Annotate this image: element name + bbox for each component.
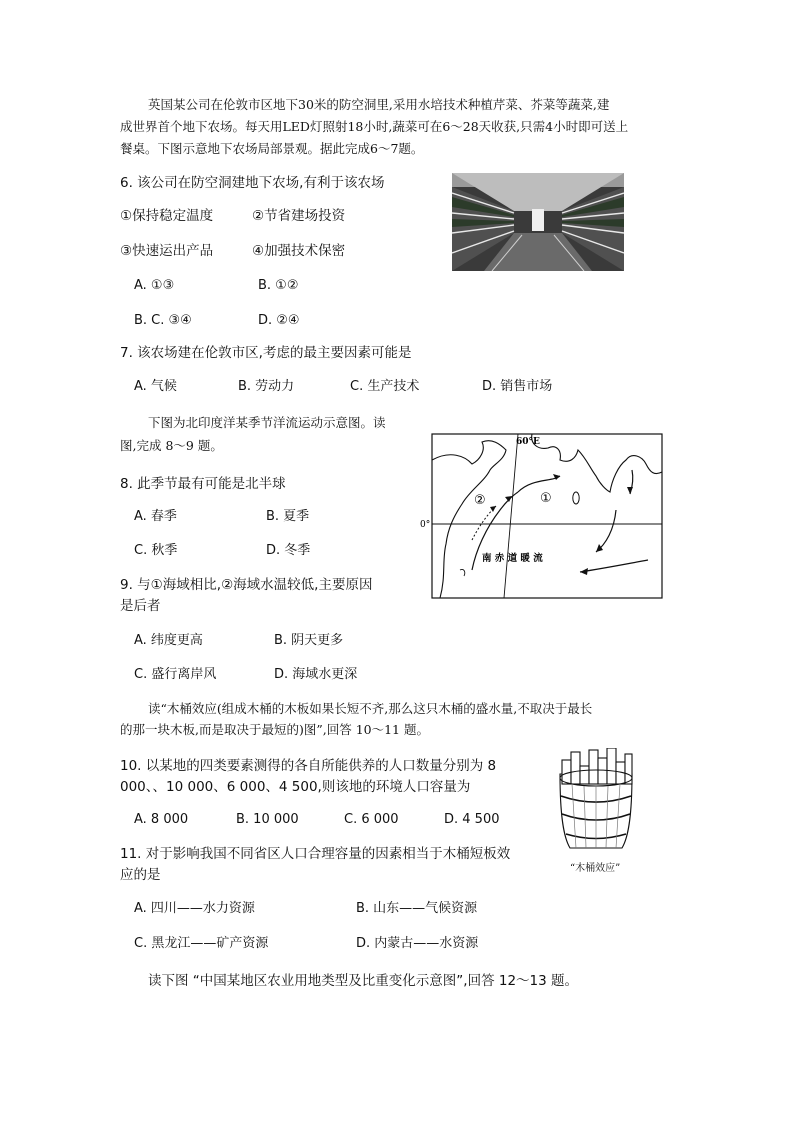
q11-option-c: C. 黑龙江——矿产资源 [134, 936, 269, 951]
q6-item2: ②节省建场投资 [252, 208, 346, 224]
q7-option-c: C. 生产技术 [350, 379, 420, 394]
equator-label: 0° [420, 520, 431, 530]
sea-area-2-label: ② [474, 493, 486, 508]
q10-option-c: C. 6 000 [344, 812, 399, 827]
q7-option-b: B. 劳动力 [238, 379, 295, 394]
intro4-line1: 读下图 “中国某地区农业用地类型及比重变化示意图”,回答 12～13 题。 [148, 973, 579, 989]
q9-option-d: D. 海域水更深 [274, 667, 358, 682]
q7-option-d: D. 销售市场 [482, 379, 553, 394]
intro1-line1: 英国某公司在伦敦市区地下30米的防空洞里,采用水培技术种植芹菜、芥菜等蔬菜,建 [148, 97, 610, 112]
q6-option-d: D. ②④ [258, 313, 300, 328]
q8-option-c: C. 秋季 [134, 543, 178, 558]
q9-option-a: A. 纬度更高 [134, 633, 203, 648]
q10-option-b: B. 10 000 [236, 812, 299, 827]
intro3-line2: 的那一块木板,而是取决于最短的)图”,回答 10～11 题。 [120, 722, 429, 737]
q8-option-b: B. 夏季 [266, 509, 310, 524]
sea-area-1-label: ① [540, 491, 552, 506]
q11-stem-line1: 11. 对于影响我国不同省区人口合理容量的因素相当于木桶短板效 [120, 846, 511, 862]
intro2-line2: 图,完成 8～9 题。 [120, 438, 223, 453]
intro3-line1: 读“木桶效应(组成木桶的木板如果长短不齐,那么这只木桶的盛水量,不取决于最长 [148, 701, 593, 716]
q6-option-c: B. C. ③④ [134, 313, 192, 328]
q11-stem-line2: 应的是 [120, 867, 161, 883]
wooden-bucket-illustration [548, 748, 644, 860]
q10-stem-line1: 10. 以某地的四类要素测得的各自所能供养的人口数量分别为 8 [120, 758, 497, 774]
q6-option-b: B. ①② [258, 278, 299, 293]
q6-item4: ④加强技术保密 [252, 243, 346, 259]
south-equatorial-current-label: 南 赤 道 暖 流 [482, 553, 543, 564]
q7-stem: 7. 该农场建在伦敦市区,考虑的最主要因素可能是 [120, 345, 412, 361]
q6-option-a: A. ①③ [134, 278, 175, 293]
q10-stem-line2: 000、、10 000、6 000、4 500,则该地的环境人口容量为 [120, 779, 471, 795]
q8-option-d: D. 冬季 [266, 543, 311, 558]
q11-option-b: B. 山东——气候资源 [356, 901, 478, 916]
q9-option-c: C. 盛行离岸风 [134, 667, 217, 682]
q6-item1: ①保持稳定温度 [120, 208, 214, 224]
q6-item3: ③快速运出产品 [120, 243, 214, 259]
q6-stem: 6. 该公司在防空洞建地下农场,有利于该农场 [120, 175, 385, 191]
q7-option-a: A. 气候 [134, 379, 177, 394]
q11-option-d: D. 内蒙古——水资源 [356, 936, 479, 951]
intro2-line1: 下图为北印度洋某季节洋流运动示意图。读 [148, 415, 386, 430]
longitude-label: 60°E [516, 437, 540, 447]
ocean-current-map [420, 420, 664, 602]
q8-option-a: A. 春季 [134, 509, 177, 524]
q11-option-a: A. 四川——水力资源 [134, 901, 255, 916]
underground-farm-photo [452, 173, 624, 271]
q10-option-d: D. 4 500 [444, 812, 500, 827]
intro1-line3: 餐桌。下图示意地下农场局部景观。据此完成6～7题。 [120, 141, 424, 156]
intro1-line2: 成世界首个地下农场。每天用LED灯照射18小时,蔬菜可在6～28天收获,只需4小时即可送上 [120, 119, 629, 134]
bucket-caption: “木桶效应” [570, 863, 621, 874]
q9-option-b: B. 阴天更多 [274, 633, 344, 648]
q8-stem: 8. 此季节最有可能是北半球 [120, 476, 286, 492]
q9-stem-line1: 9. 与①海域相比,②海域水温较低,主要原因 [120, 577, 373, 593]
q9-stem-line2: 是后者 [120, 598, 161, 614]
q10-option-a: A. 8 000 [134, 812, 189, 827]
